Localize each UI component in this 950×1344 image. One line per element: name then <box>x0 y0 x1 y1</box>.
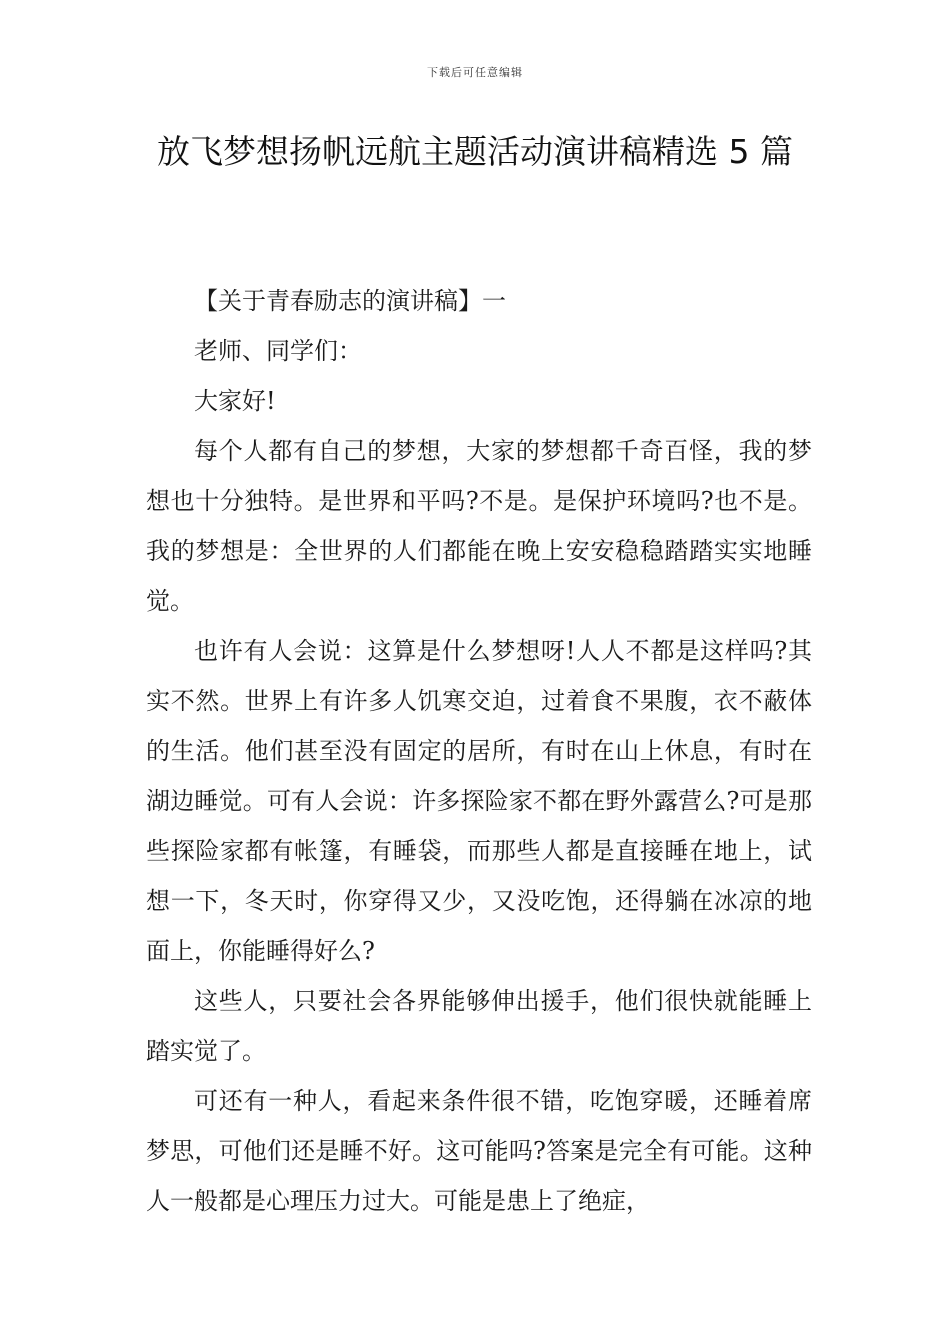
document-body <box>146 276 812 1226</box>
header-note: 下载后可任意编辑 <box>427 66 523 79</box>
paragraph: 也许有人会说：这算是什么梦想呀!人人不都是这样吗?其实不然。世界上有许多人饥寒交迫，过着食不果腹，衣不蔽体的生活。他们甚至没有固定的居所，有时在山上休息，有时在湖边睡觉。可有人会说：许多探险家不都在野外露营么?可是那些探险家都有帐篷，有睡袋，而那些人都是直接睡在地上，试想一下，冬天时，你穿得又少，又没吃饱，还得躺在冰凉的地面上，你能睡得好么? <box>146 637 812 965</box>
paragraph: 可还有一种人，看起来条件很不错，吃饱穿暖，还睡着席梦思，可他们还是睡不好。这可能吗?答案是完全有可能。这种人一般都是心理压力过大。可能是患上了绝症， <box>146 1087 812 1215</box>
paragraph: 每个人都有自己的梦想，大家的梦想都千奇百怪，我的梦想也十分独特。是世界和平吗?不是。是保护环境吗?也不是。我的梦想是：全世界的人们都能在晚上安安稳稳踏踏实实地睡觉。 <box>146 437 812 615</box>
section-heading: 【关于青春励志的演讲稿】一 <box>194 287 506 315</box>
document-title: 放飞梦想扬帆远航主题活动演讲稿精选 5 篇 <box>157 132 793 171</box>
greeting: 大家好! <box>194 387 276 415</box>
salutation: 老师、同学们： <box>194 337 362 365</box>
paragraph: 这些人，只要社会各界能够伸出援手，他们很快就能睡上踏实觉了。 <box>146 987 812 1065</box>
